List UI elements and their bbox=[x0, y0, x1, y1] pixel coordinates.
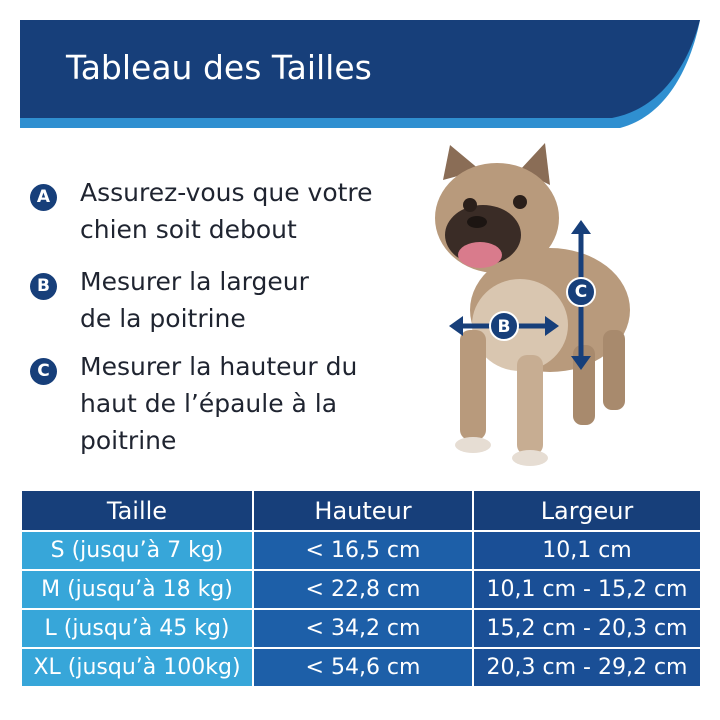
instruction-b bbox=[30, 263, 430, 343]
size-table bbox=[20, 489, 702, 688]
page-title: Tableau des Tailles bbox=[66, 48, 372, 87]
column-header-width: Largeur bbox=[473, 490, 701, 531]
size-cell: XL (jusqu’à 100kg) bbox=[21, 648, 253, 687]
height-cell: < 34,2 cm bbox=[253, 609, 473, 648]
table-row bbox=[21, 531, 701, 570]
table-row bbox=[21, 570, 701, 609]
size-cell: M (jusqu’à 18 kg) bbox=[21, 570, 253, 609]
table-row bbox=[21, 648, 701, 687]
width-cell: 20,3 cm - 29,2 cm bbox=[473, 648, 701, 687]
column-header-size: Taille bbox=[21, 490, 253, 531]
instruction-text: Mesurer la largeur de la poitrine bbox=[80, 267, 309, 333]
step-badge-c: C bbox=[30, 358, 57, 385]
size-cell: S (jusqu’à 7 kg) bbox=[21, 531, 253, 570]
step-badge-b: B bbox=[30, 273, 57, 300]
height-cell: < 16,5 cm bbox=[253, 531, 473, 570]
instruction-a bbox=[30, 174, 430, 254]
dog-measurement-illustration bbox=[425, 140, 675, 480]
table-header-row bbox=[21, 490, 701, 531]
height-cell: < 22,8 cm bbox=[253, 570, 473, 609]
instruction-text: Assurez-vous que votre chien soit debout bbox=[80, 178, 373, 244]
size-cell: L (jusqu’à 45 kg) bbox=[21, 609, 253, 648]
table-row bbox=[21, 609, 701, 648]
step-badge-a: A bbox=[30, 184, 57, 211]
width-cell: 10,1 cm - 15,2 cm bbox=[473, 570, 701, 609]
measure-marker-b: B bbox=[497, 317, 511, 337]
instruction-text: Mesurer la hauteur du haut de l’épaule à la poitrine bbox=[80, 352, 358, 455]
height-cell: < 54,6 cm bbox=[253, 648, 473, 687]
measure-marker-c: C bbox=[574, 282, 588, 302]
width-cell: 15,2 cm - 20,3 cm bbox=[473, 609, 701, 648]
instruction-c bbox=[30, 348, 430, 463]
width-cell: 10,1 cm bbox=[473, 531, 701, 570]
column-header-height: Hauteur bbox=[253, 490, 473, 531]
